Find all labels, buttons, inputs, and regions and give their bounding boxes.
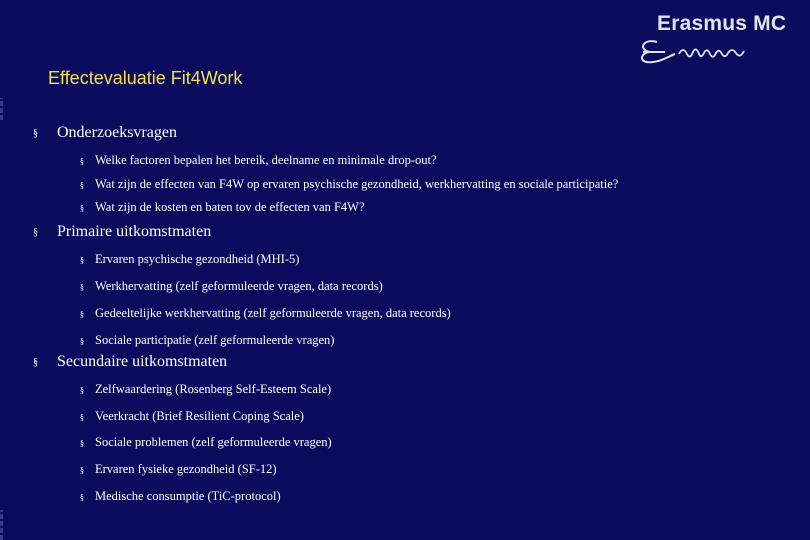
bullet-icon: § (80, 337, 84, 346)
bullet-icon: § (80, 256, 84, 265)
bullet-icon: § (80, 439, 84, 448)
page-title: Effectevaluatie Fit4Work (48, 68, 243, 88)
bullet-icon: § (80, 204, 84, 213)
bullet-icon: § (80, 386, 84, 395)
list-item: Wat zijn de kosten en baten tov de effecten van F4W? (95, 200, 365, 214)
bullet-icon: § (80, 310, 84, 319)
bullet-icon: § (33, 227, 38, 238)
list-item: Ervaren fysieke gezondheid (SF-12) (95, 462, 277, 476)
list-item: Veerkracht (Brief Resilient Coping Scale) (95, 409, 304, 423)
bullet-icon: § (80, 157, 84, 166)
bullet-icon: § (80, 283, 84, 292)
bullet-icon: § (80, 466, 84, 475)
list-item: Ervaren psychische gezondheid (MHI-5) (95, 252, 300, 266)
section-heading: Primaire uitkomstmaten (57, 223, 212, 240)
section-heading: Secundaire uitkomstmaten (57, 353, 228, 370)
bullet-icon: § (80, 413, 84, 422)
list-item: Zelfwaardering (Rosenberg Self-Esteem Scale) (95, 382, 332, 396)
logo-text: Erasmus MC (657, 12, 787, 35)
list-item: Welke factoren bepalen het bereik, deelname en minimale drop-out? (95, 153, 437, 167)
list-item: Medische consumptie (TiC-protocol) (95, 489, 281, 503)
section-heading: Onderzoeksvragen (57, 124, 177, 141)
bullet-icon: § (33, 357, 38, 368)
bullet-icon: § (80, 181, 84, 190)
list-item: Werkhervatting (zelf geformuleerde vragen, data records) (95, 279, 383, 293)
bullet-icon: § (33, 128, 38, 139)
list-item: Gedeeltelijke werkhervatting (zelf geformuleerde vragen, data records) (95, 306, 451, 320)
list-item: Wat zijn de effecten van F4W op ervaren psychische gezondheid, werkhervatting en sociale participatie? (95, 177, 619, 191)
list-item: Sociale problemen (zelf geformuleerde vragen) (95, 435, 332, 449)
list-item: Sociale participatie (zelf geformuleerde vragen) (95, 333, 335, 347)
bullet-icon: § (80, 493, 84, 502)
